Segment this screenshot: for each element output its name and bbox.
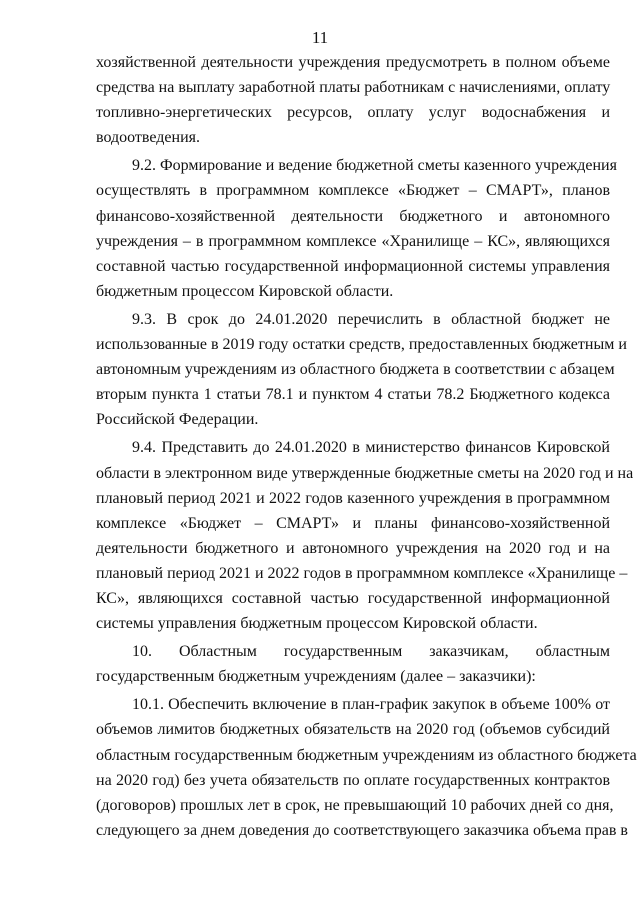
text-line: деятельности бюджетного и автономного учреждения на 2020 год и на — [96, 539, 610, 557]
paragraph-10 — [96, 639, 610, 689]
text-line: 9.3. В срок до 24.01.2020 перечислить в областной бюджет не — [132, 310, 610, 328]
text-line: области в электронном виде утвержденные бюджетные сметы на 2020 год и на — [96, 464, 634, 482]
text-line: средства на выплату заработной платы работникам с начислениями, оплату — [96, 79, 611, 97]
paragraph-9-2 — [96, 153, 617, 304]
paragraph-10-1 — [96, 692, 637, 843]
text-line: (договоров) прошлых лет в срок, не превышающий 10 рабочих дней со дня, — [96, 796, 614, 814]
text-line: Российской Федерации. — [96, 411, 259, 429]
text-line: 10.1. Обеспечить включение в план-график закупок в объеме 100% от — [132, 696, 610, 714]
text-line: хозяйственной деятельности учреждения предусмотреть в полном объеме — [96, 54, 610, 71]
text-line: государственным бюджетным учреждениям (далее – заказчики): — [96, 668, 536, 686]
text-line: осуществлять в программном комплексе «Бюджет – СМАРТ», планов — [96, 182, 610, 200]
text-line: комплексе «Бюджет – СМАРТ» и планы финансово-хозяйственной — [96, 514, 610, 532]
text-line: водоотведения. — [96, 129, 200, 147]
text-line: КС», являющихся составной частью государственной информационной — [96, 589, 610, 607]
text-line: 9.4. Представить до 24.01.2020 в министерство финансов Кировской — [132, 439, 610, 457]
document-body — [96, 50, 637, 843]
text-line: учреждения – в программном комплексе «Хранилище – КС», являющихся — [96, 232, 610, 250]
text-line: плановый период 2021 и 2022 годов казенного учреждения в программном — [96, 489, 610, 507]
text-line: топливно-энергетических ресурсов, оплату услуг водоснабжения и — [96, 104, 610, 122]
text-line: плановый период 2021 и 2022 годов в программном комплексе «Хранилище – — [96, 564, 628, 582]
page-number: 11 — [311, 28, 329, 47]
text-line: системы управления бюджетным процессом Кировской области. — [96, 615, 538, 633]
paragraph-continuation — [96, 50, 610, 150]
text-line: объемов лимитов бюджетных обязательств на 2020 год (объемов субсидий — [96, 721, 610, 739]
text-line: на 2020 год) без учета обязательств по оплате государственных контрактов — [96, 771, 610, 789]
text-line: использованные в 2019 году остатки средств, предоставленных бюджетным и — [96, 336, 627, 354]
text-line: бюджетным процессом Кировской области. — [96, 282, 394, 300]
text-line: финансово-хозяйственной деятельности бюджетного и автономного — [96, 207, 610, 225]
paragraph-9-4 — [96, 435, 634, 636]
text-line: составной частью государственной информационной системы управления — [96, 257, 610, 275]
text-line: 9.2. Формирование и ведение бюджетной сметы казенного учреждения — [132, 157, 617, 175]
text-line: областным государственным бюджетным учреждениям из областного бюджета — [96, 746, 637, 764]
text-line: следующего за днем доведения до соответствующего заказчика объема прав в — [96, 821, 628, 839]
text-line: автономным учреждениям из областного бюджета в соответствии с абзацем — [96, 361, 615, 379]
paragraph-9-3 — [96, 307, 627, 432]
text-line: 10. Областным государственным заказчикам, областным — [132, 643, 610, 661]
text-line: вторым пункта 1 статьи 78.1 и пунктом 4 статьи 78.2 Бюджетного кодекса — [96, 386, 610, 404]
